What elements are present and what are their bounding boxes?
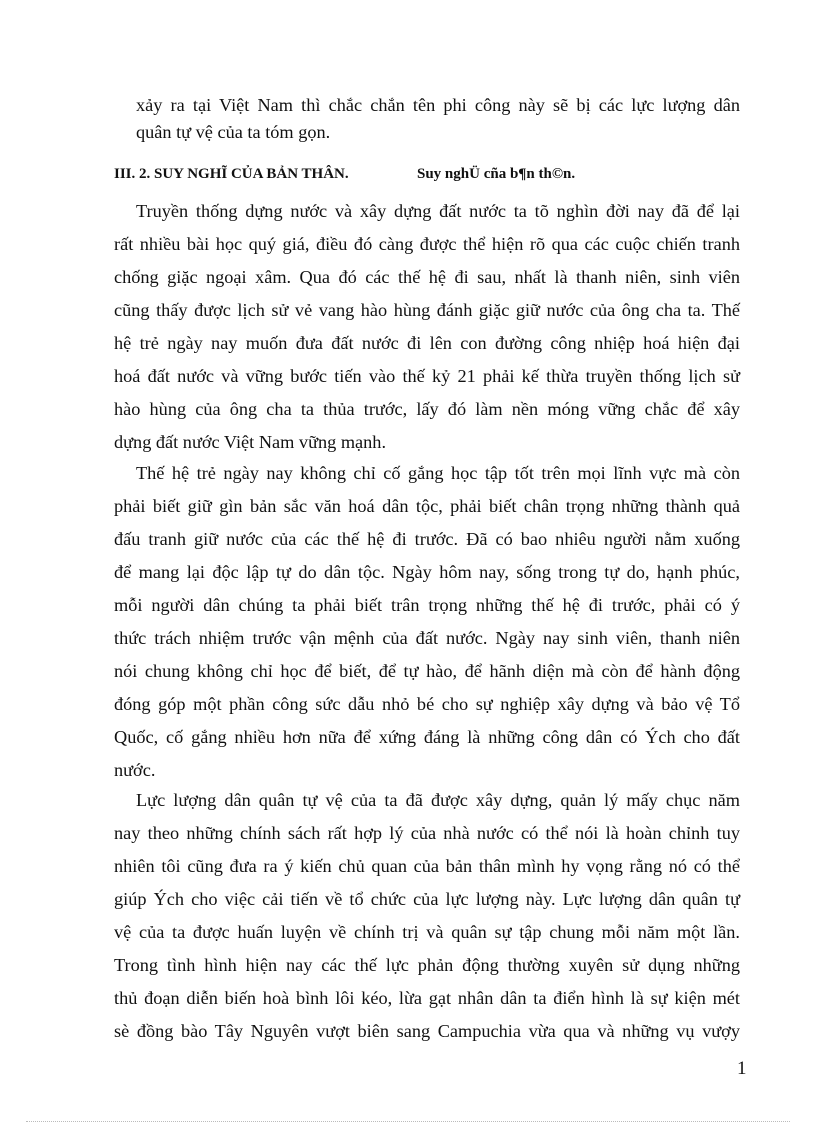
page-bottom-divider — [26, 1121, 790, 1122]
text-line: hào hùng của ông cha ta thủa trước, lấy đó làm nền móng vững chắc để xây — [114, 399, 740, 419]
text-line: sè đồng bào Tây Nguyên vượt biên sang Campuchia vừa qua và những vụ vượy — [114, 1021, 740, 1041]
text-line: giúp Ých cho việc cải tiến về tổ chức của lực lượng này. Lực lượng dân quân tự — [114, 889, 740, 909]
text-line: rất nhiều bài học quý giá, điều đó càng được thể hiện rõ qua các cuộc chiến tranh — [114, 234, 740, 254]
text-line: Thế hệ trẻ ngày nay không chỉ cố gắng học tập tốt trên mọi lĩnh vực mà còn — [136, 463, 740, 483]
text-line: phải biết giữ gìn bản sắc văn hoá dân tộc, phải biết chân trọng những thành quả — [114, 496, 740, 516]
text-line: hoá đất nước và vững bước tiến vào thế kỷ 21 phải kế thừa truyền thống lịch sử — [114, 366, 740, 386]
text-line: thủ đoạn diễn biến hoà bình lôi kéo, lừa gạt nhân dân ta điển hình là sự kiện mét — [114, 988, 740, 1008]
text-line: vệ của ta được huấn luyện về chính trị và quân sự tập chung mỗi năm một lần. — [114, 922, 740, 942]
text-line: nay theo những chính sách rất hợp lý của nhà nước có thể nói là hoàn chỉnh tuy — [114, 823, 740, 843]
text-line: Quốc, cố gắng nhiều hơn nữa để xứng đáng là những công dân có Ých cho đất — [114, 727, 740, 747]
text-line: hệ trẻ ngày nay muốn đưa đất nước đi lên con đường công nhiệp hoá hiện đại — [114, 333, 740, 353]
text-line: đấu tranh giữ nước của các thế hệ đi trước. Đã có bao nhiêu người nằm xuống — [114, 529, 740, 549]
text-line: cũng thấy được lịch sử vẻ vang hào hùng đánh giặc giữ nước của ông cha ta. Thế — [114, 300, 740, 320]
text-line: Trong tình hình hiện nay các thế lực phản động thường xuyên sử dụng những — [114, 955, 740, 975]
text-line: chống giặc ngoại xâm. Qua đó các thế hệ đi sau, nhất là thanh niên, sinh viên — [114, 267, 740, 287]
text-line: dựng đất nước Việt Nam vững mạnh. — [114, 432, 387, 452]
heading-title: III. 2. SUY NGHĨ CỦA BẢN THÂN. — [114, 166, 349, 182]
text-line: nước. — [114, 760, 156, 780]
text-line: mỗi người dân chúng ta phải biết trân trọng những thế hệ đi trước, phải có ý — [114, 595, 740, 615]
text-line: quân tự vệ của ta tóm gọn. — [136, 122, 331, 142]
heading-garbled-text: Suy nghÜ cña b¶n th©n. — [417, 166, 576, 182]
text-line: thức trách nhiệm trước vận mệnh của đất nước. Ngày nay sinh viên, thanh niên — [114, 628, 740, 648]
text-line: xảy ra tại Việt Nam thì chắc chắn tên phi công này sẽ bị các lực lượng dân — [136, 95, 740, 115]
section-heading — [114, 166, 576, 183]
text-line: đóng góp một phần công sức dẫu nhỏ bé cho sự nghiệp xây dựng và bảo vệ Tổ — [114, 694, 740, 714]
page-number: 1 — [737, 1058, 747, 1079]
text-line: Lực lượng dân quân tự vệ của ta đã được xây dựng, quản lý mấy chục năm — [136, 790, 740, 810]
text-line: Truyền thống dựng nước và xây dựng đất nước ta tõ nghìn đời nay đã để lại — [136, 201, 740, 221]
text-line: nói chung không chỉ học để biết, để tự hào, để hãnh diện mà còn để hành động — [114, 661, 740, 681]
text-line: để mang lại độc lập tự do dân tộc. Ngày hôm nay, sống trong tự do, hạnh phúc, — [114, 562, 740, 582]
text-line: nhiên tôi cũng đưa ra ý kiến chủ quan của bản thân mình hy vọng rằng nó có thể — [114, 856, 740, 876]
